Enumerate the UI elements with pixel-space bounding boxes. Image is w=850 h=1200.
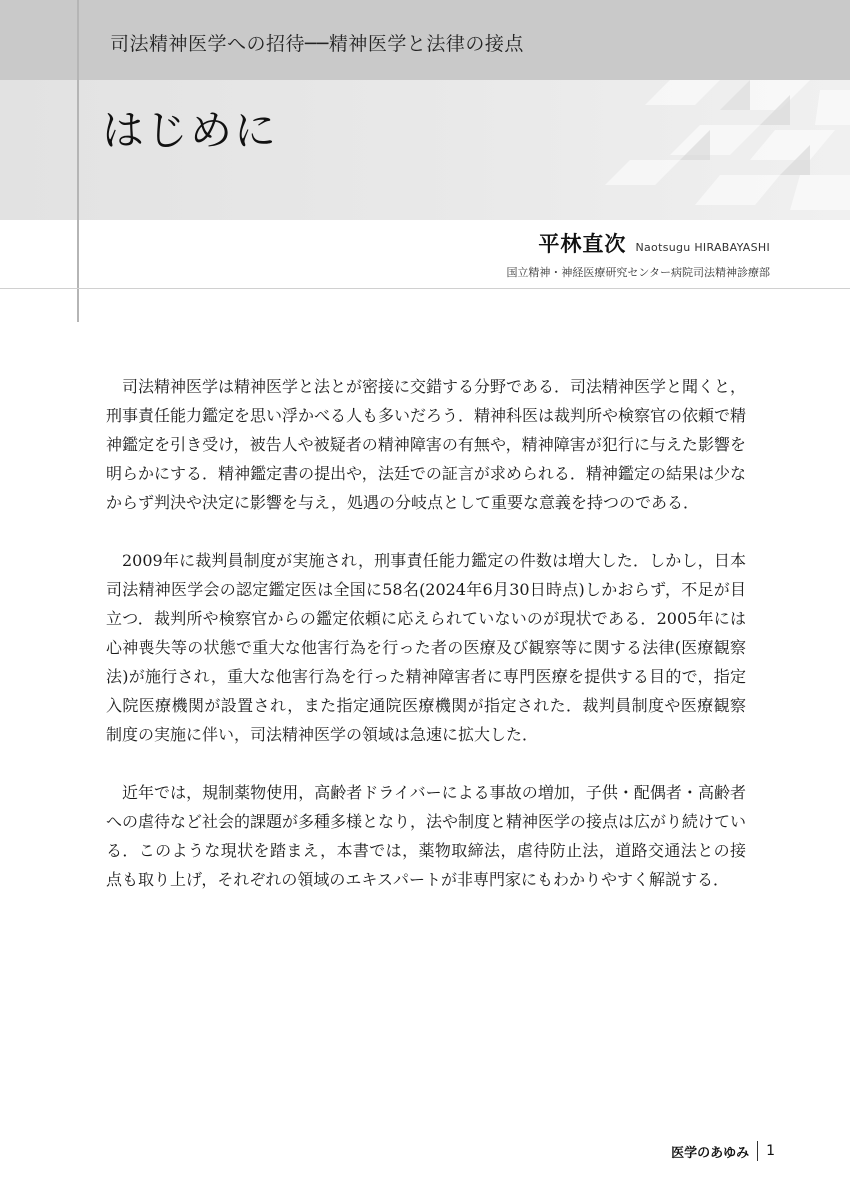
author-name-en: Naotsugu HIRABAYASHI bbox=[635, 241, 770, 254]
author-divider bbox=[0, 288, 850, 289]
body-text bbox=[106, 372, 746, 923]
paragraph: 近年では，規制薬物使用，高齢者ドライバーによる事故の増加，子供・配偶者・高齢者への虐待など社会的課題が多種多様となり，法や制度と精神医学の接点は広がり続けている．このような現状を踏まえ，本書では，薬物取締法，虐待防止法，道路交通法との接点も取り上げ，それぞれの領域のエキスパートが非専門家にもわかりやすく解説する． bbox=[106, 783, 747, 889]
author-block bbox=[506, 228, 770, 280]
chapter-title: はじめに bbox=[102, 106, 279, 155]
page-footer bbox=[671, 1141, 775, 1161]
series-title: 司法精神医学への招待──精神医学と法律の接点 bbox=[110, 33, 524, 55]
author-affiliation: 国立精神・神経医療研究センター病院司法精神診療部 bbox=[506, 266, 770, 279]
footer-separator bbox=[757, 1141, 758, 1161]
journal-name: 医学のあゆみ bbox=[671, 1145, 750, 1161]
decorative-cube-pattern bbox=[520, 80, 850, 220]
vertical-rule bbox=[77, 0, 79, 322]
paragraph: 2009年に裁判員制度が実施され，刑事責任能力鑑定の件数は増大した．しかし，日本司法精神医学会の認定鑑定医は全国に58名(2024年6月30日時点)しかおらず，不足が目立つ．裁判所や検察官からの鑑定依頼に応えられていないのが現状である．2005年には心神喪失等の状態で重大な他害行為を行った者の医療及び観察等に関する法律(医療観察法)が施行され，重大な他害行為を行った精神障害者に専門医療を提供する目的で，指定入院医療機関が設置され，また指定通院医療機関が指定された．裁判員制度や医療観察制度の実施に伴い，司法精神医学の領域は急速に拡大した． bbox=[106, 551, 746, 744]
paragraph: 司法精神医学は精神医学と法とが密接に交錯する分野である．司法精神医学と聞くと，刑事責任能力鑑定を思い浮かべる人も多いだろう．精神科医は裁判所や検察官の依頼で精神鑑定を引き受け，被告人や被疑者の精神障害の有無や，精神障害が犯行に与えた影響を明らかにする．精神鑑定書の提出や，法廷での証言が求められる．精神鑑定の結果は少なからず判決や決定に影響を与え，処遇の分岐点として重要な意義を持つのである． bbox=[106, 377, 747, 512]
author-name-ja: 平林直次 bbox=[538, 232, 627, 256]
page-number: 1 bbox=[766, 1143, 775, 1159]
author-line bbox=[506, 228, 770, 258]
